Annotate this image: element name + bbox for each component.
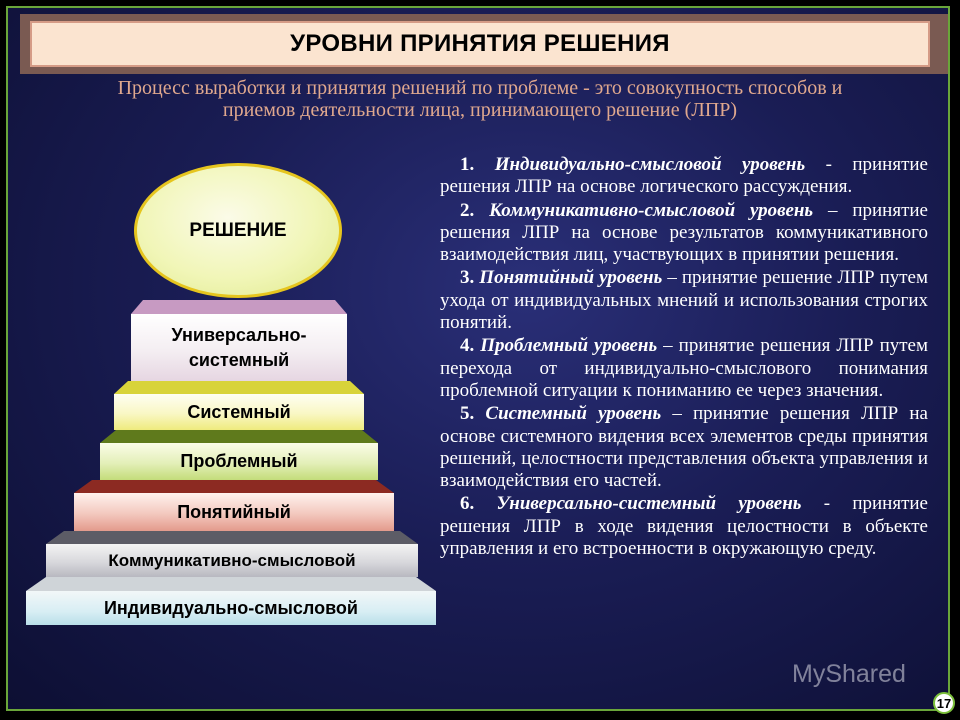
subtitle <box>30 77 930 121</box>
watermark-logo: MyShared <box>792 660 906 688</box>
step-label: Коммуникативно-смысловой <box>108 550 356 570</box>
level-item <box>440 493 928 560</box>
level-item <box>440 154 928 199</box>
level-heading: Системный уровень <box>485 403 662 425</box>
pyramid-step-systemic <box>114 381 364 430</box>
level-number: 6. <box>460 493 475 515</box>
pyramid-step-communicative <box>46 531 418 577</box>
level-heading: Коммуникативно-смысловой уровень <box>489 199 814 221</box>
title-box <box>30 21 930 67</box>
level-text: – принятие решения ЛПР путем перехода от индивидуально-смыслового понимания проблемной ситуации к пониманию ее через значения. <box>440 335 928 401</box>
pyramid-apex-decision <box>134 163 342 298</box>
step-top-bevel <box>131 300 347 314</box>
pyramid-step-conceptual <box>74 480 394 531</box>
level-text: - принятие решения ЛПР на основе логического рассуждения. <box>440 154 928 198</box>
pyramid-step-universal <box>131 300 347 381</box>
level-number: 3. <box>460 267 475 289</box>
subtitle-line-1: Процесс выработки и принятия решений по проблеме - это совокупность способов и <box>117 77 843 99</box>
level-heading: Индивидуально-смысловой уровень <box>494 154 806 175</box>
level-number: 2. <box>460 199 475 221</box>
title-bar <box>20 14 948 74</box>
level-text: - принятие решения ЛПР в ходе видения целостности в объекте управления и его встроенности в окружающую среду. <box>440 493 928 560</box>
level-number: 1. <box>460 154 475 175</box>
step-label: Понятийный <box>177 501 291 522</box>
levels-description <box>440 154 928 561</box>
step-label: Индивидуально-смысловой <box>103 597 358 618</box>
pyramid-step-individual <box>26 577 436 625</box>
level-number: 5. <box>460 403 475 425</box>
step-label: Проблемный <box>180 451 298 471</box>
level-heading: Универсально-системный уровень <box>496 493 802 515</box>
level-item <box>440 267 928 334</box>
step-top-bevel <box>46 531 418 544</box>
page-number-badge: 17 <box>933 692 955 714</box>
pyramid-step-problem <box>100 430 378 480</box>
step-top-bevel <box>74 480 394 493</box>
step-label-line-1: Универсально- <box>171 324 307 345</box>
level-text: – принятие решение ЛПР путем ухода от индивидуальных мнений и использования строгих понятий. <box>440 267 929 334</box>
step-top-bevel <box>114 381 364 394</box>
step-label: Системный <box>187 401 291 422</box>
level-text: – принятие решения ЛПР на основе результатов коммуникативного взаимодействия лиц, участвующих в принятии решения. <box>440 199 928 266</box>
level-text: – принятие решения ЛПР на основе системного видения всех элементов среды принятия решений, целостности представления объекта управления и взаимодействия его частей. <box>440 403 928 492</box>
page-title: УРОВНИ ПРИНЯТИЯ РЕШЕНИЯ <box>290 30 670 57</box>
level-number: 4. <box>460 335 475 357</box>
level-item <box>440 200 928 267</box>
level-heading: Понятийный уровень <box>479 267 663 289</box>
subtitle-line-2: приемов деятельности лица, принимающего решение (ЛПР) <box>222 99 738 121</box>
level-heading: Проблемный уровень <box>480 335 658 357</box>
step-label-line-2: системный <box>188 349 290 370</box>
level-item <box>440 403 928 492</box>
apex-label: РЕШЕНИЕ <box>189 219 287 241</box>
step-top-bevel <box>26 577 436 591</box>
step-top-bevel <box>100 430 378 443</box>
level-item <box>440 335 928 402</box>
